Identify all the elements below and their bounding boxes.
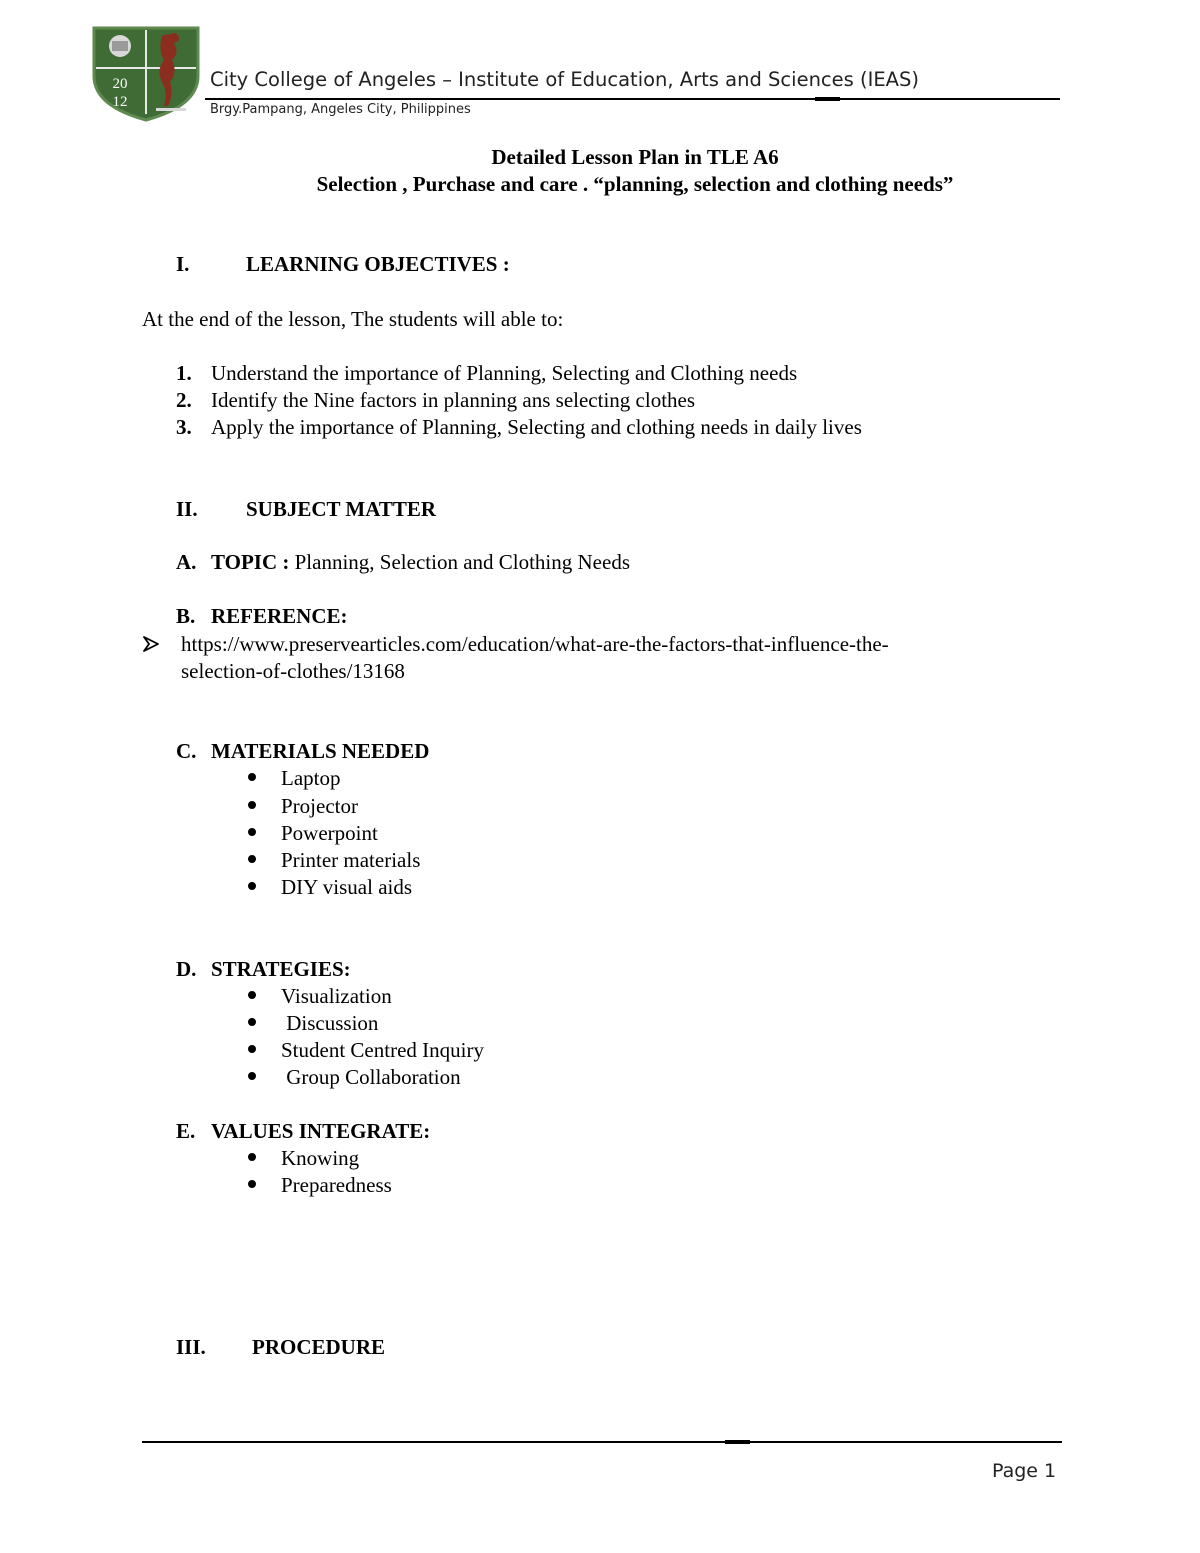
arrow-bullet-icon bbox=[143, 636, 159, 652]
values-label: VALUES INTEGRATE: bbox=[211, 1119, 431, 1143]
logo-year-bottom: 12 bbox=[112, 94, 128, 110]
bullet-icon bbox=[248, 1072, 256, 1080]
list-item: Knowing bbox=[281, 1146, 360, 1170]
footer-rule bbox=[142, 1441, 1062, 1443]
topic-value: Planning, Selection and Clothing Needs bbox=[289, 550, 630, 574]
bullet-icon bbox=[248, 828, 256, 836]
topic-line bbox=[211, 550, 630, 575]
page-number: Page 1 bbox=[992, 1460, 1057, 1482]
objective-text: Apply the importance of Planning, Selecting and clothing needs in daily lives bbox=[211, 415, 862, 439]
bullet-icon bbox=[248, 1045, 256, 1053]
header-rule-accent bbox=[815, 97, 840, 101]
objective-number: 2. bbox=[176, 388, 192, 412]
college-name: City College of Angeles – Institute of Education, Arts and Sciences (IEAS) bbox=[210, 68, 920, 91]
objective-text: Identify the Nine factors in planning ans selecting clothes bbox=[211, 388, 696, 412]
strategies-label: STRATEGIES: bbox=[211, 957, 351, 981]
reference-letter: B. bbox=[176, 604, 196, 628]
section-3-numeral: III. bbox=[176, 1335, 206, 1359]
bullet-icon bbox=[248, 1018, 256, 1026]
objective-number: 3. bbox=[176, 415, 192, 439]
list-item: Visualization bbox=[281, 984, 392, 1008]
document-subtitle: Selection , Purchase and care . “planning, selection and clothing needs” bbox=[316, 172, 954, 196]
footer-rule-accent bbox=[725, 1440, 750, 1444]
list-item: DIY visual aids bbox=[281, 875, 413, 899]
bullet-icon bbox=[248, 1180, 256, 1188]
college-address: Brgy.Pampang, Angeles City, Philippines bbox=[210, 102, 471, 117]
bullet-icon bbox=[248, 801, 256, 809]
reference-link-continued[interactable]: selection-of-clothes/13168 bbox=[181, 659, 405, 683]
values-letter: E. bbox=[176, 1119, 196, 1143]
section-1-heading: LEARNING OBJECTIVES : bbox=[246, 252, 510, 276]
strategies-letter: D. bbox=[176, 957, 197, 981]
reference-label: REFERENCE: bbox=[211, 604, 348, 628]
college-seal-icon bbox=[90, 22, 202, 122]
materials-label: MATERIALS NEEDED bbox=[211, 739, 430, 763]
logo-year-top: 20 bbox=[112, 76, 128, 92]
bullet-icon bbox=[248, 855, 256, 863]
section-3-heading: PROCEDURE bbox=[252, 1335, 386, 1359]
list-item: Group Collaboration bbox=[281, 1065, 461, 1089]
bullet-icon bbox=[248, 773, 256, 781]
list-item: Powerpoint bbox=[281, 821, 378, 845]
bullet-icon bbox=[248, 882, 256, 890]
objective-number: 1. bbox=[176, 361, 192, 385]
topic-letter: A. bbox=[176, 550, 197, 574]
section-1-numeral: I. bbox=[176, 252, 190, 276]
bullet-icon bbox=[248, 1153, 256, 1161]
list-item: Preparedness bbox=[281, 1173, 392, 1197]
objective-text: Understand the importance of Planning, Selecting and Clothing needs bbox=[211, 361, 798, 385]
topic-label: TOPIC : bbox=[211, 550, 290, 574]
header-rule bbox=[205, 98, 1060, 100]
materials-letter: C. bbox=[176, 739, 197, 763]
list-item: Printer materials bbox=[281, 848, 421, 872]
list-item: Projector bbox=[281, 794, 358, 818]
section-2-heading: SUBJECT MATTER bbox=[246, 497, 437, 521]
document-title: Detailed Lesson Plan in TLE A6 bbox=[491, 145, 779, 169]
reference-link[interactable]: https://www.preservearticles.com/education/what-are-the-factors-that-influence-the- bbox=[181, 632, 889, 656]
bullet-icon bbox=[248, 991, 256, 999]
list-item: Discussion bbox=[281, 1011, 379, 1035]
list-item: Laptop bbox=[281, 766, 341, 790]
objectives-intro: At the end of the lesson, The students will able to: bbox=[142, 307, 564, 331]
list-item: Student Centred Inquiry bbox=[281, 1038, 484, 1062]
section-2-numeral: II. bbox=[176, 497, 198, 521]
